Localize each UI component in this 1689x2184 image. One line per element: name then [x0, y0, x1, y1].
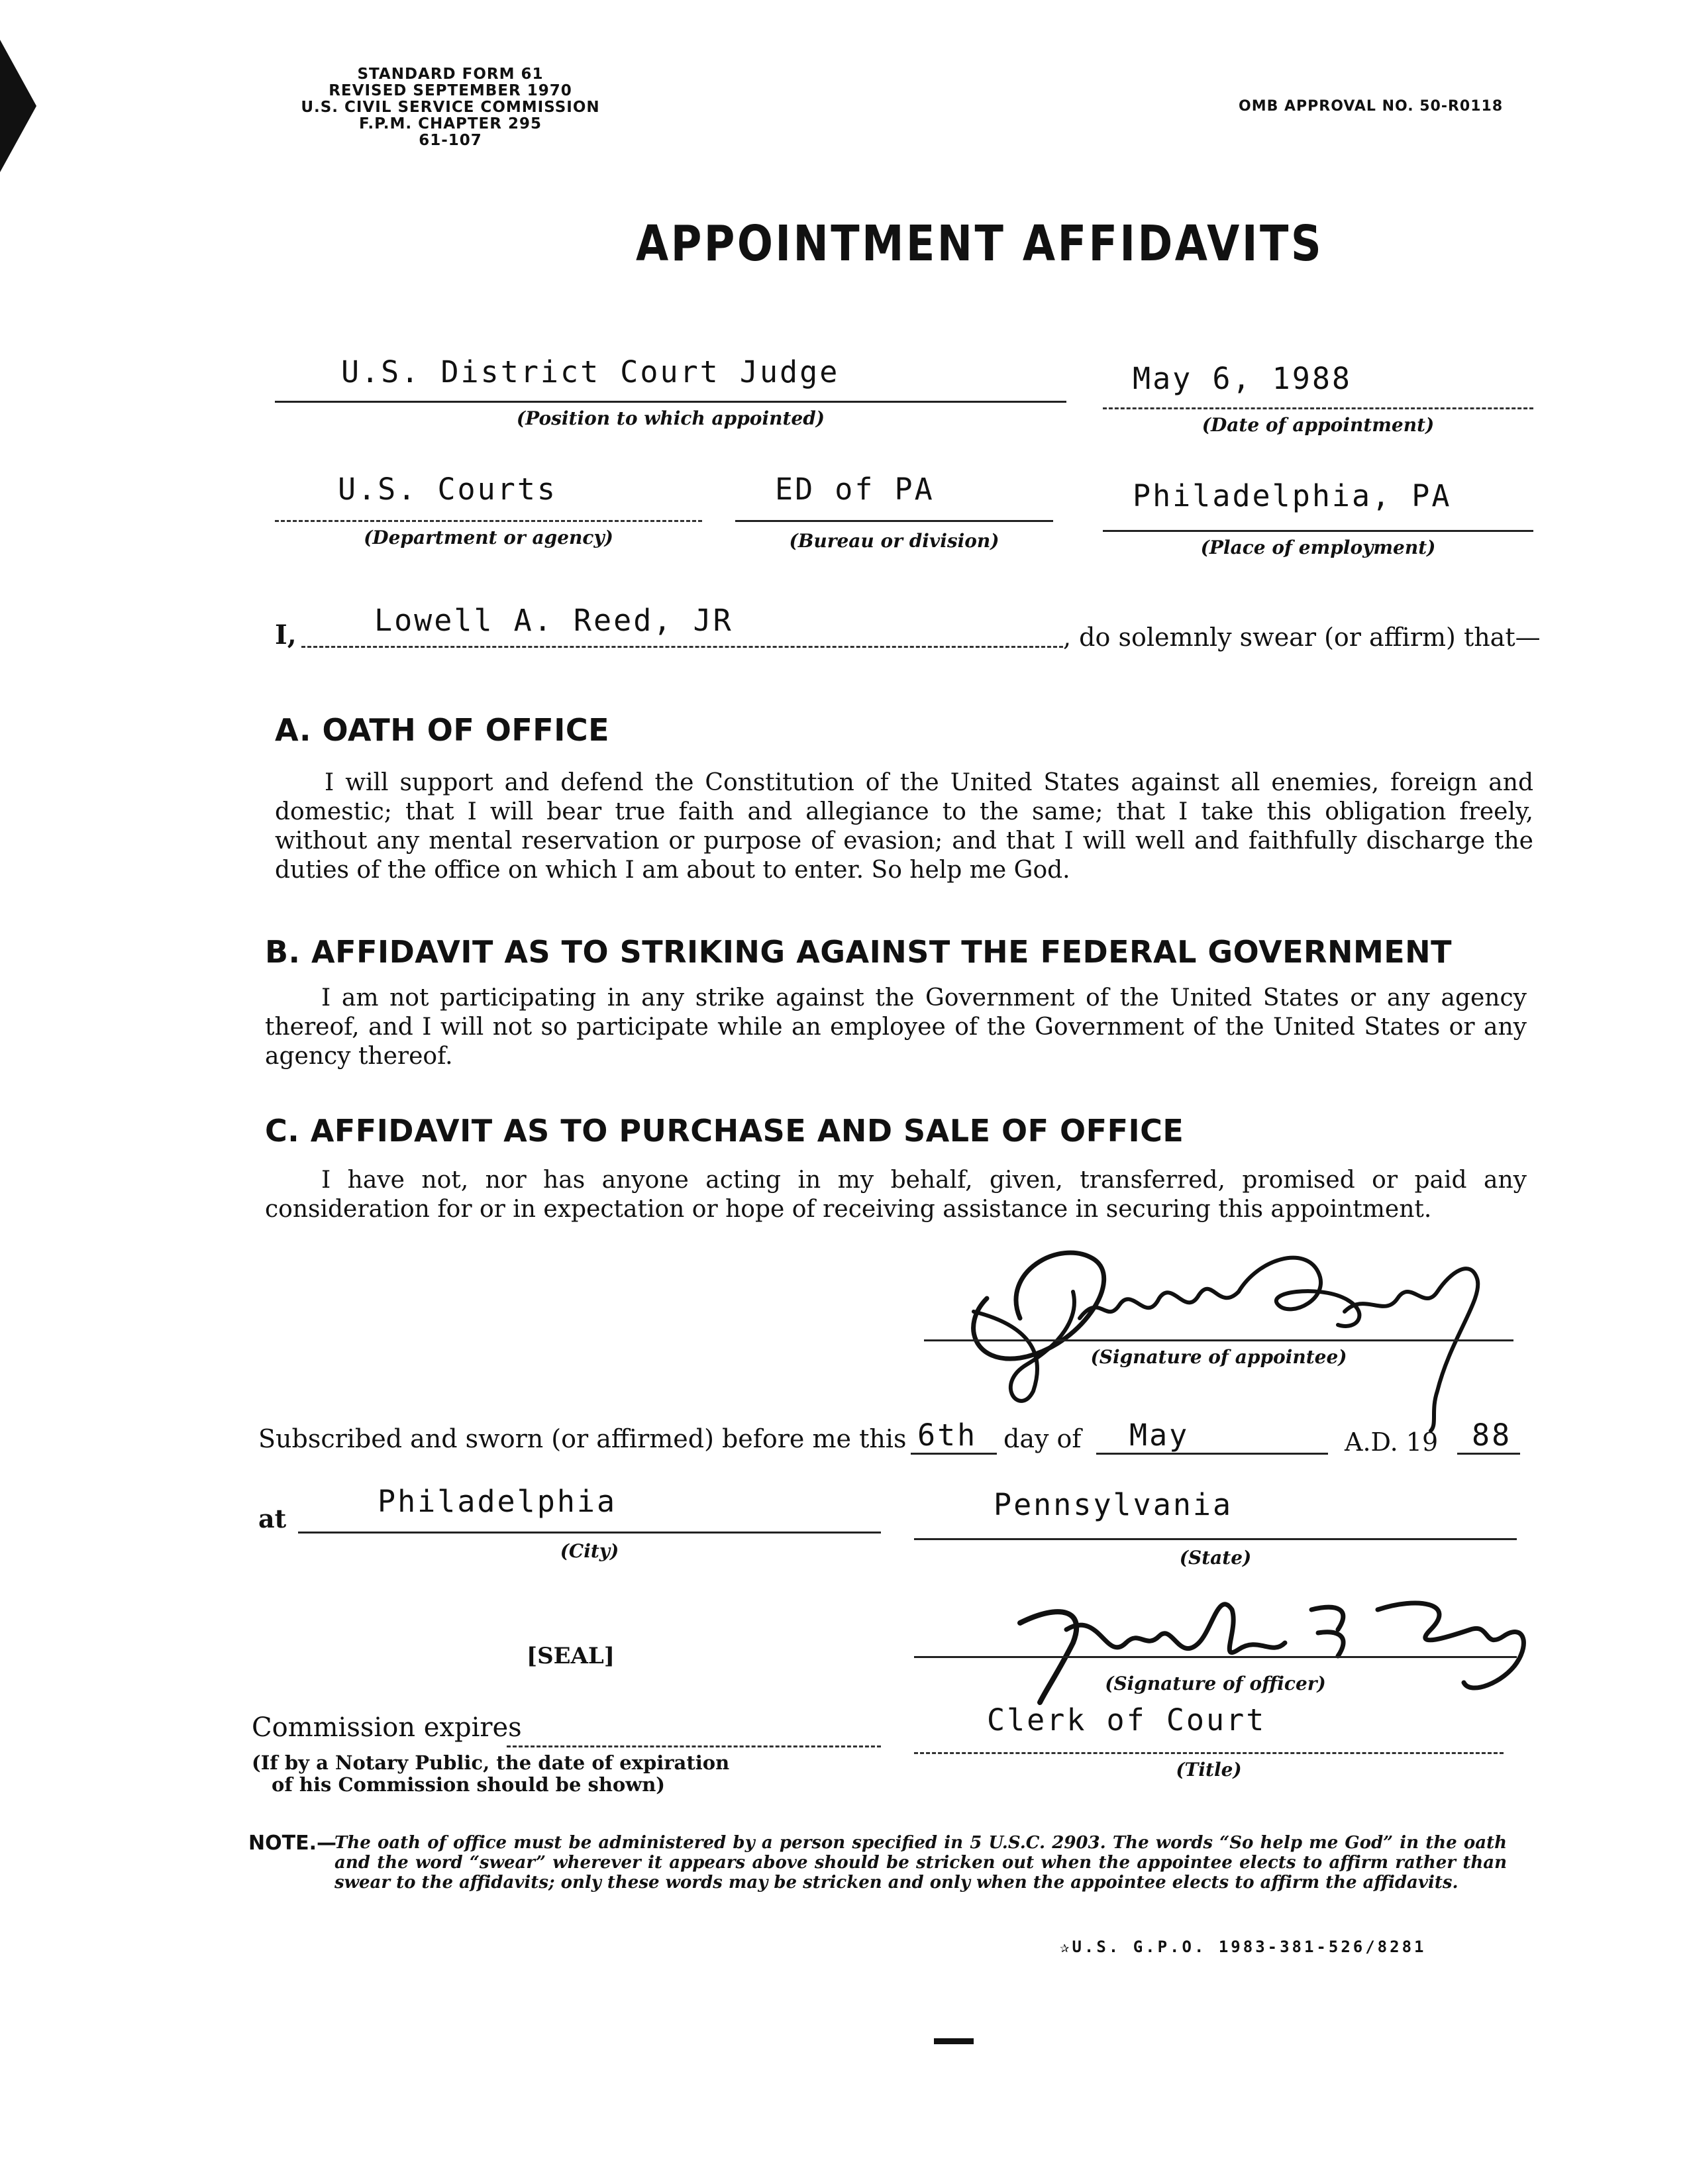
footer-dash — [934, 2038, 974, 2044]
appointee-name-field[interactable]: Lowell A. Reed, JR — [374, 603, 733, 638]
date-caption: (Date of appointment) — [1202, 414, 1435, 436]
swear-suffix: , do solemnly swear (or affirm) that— — [1063, 623, 1541, 652]
note-text: The oath of office must be administered by a person specified in 5 U.S.C. 2903. The words “So help me God” in the oath and the word “swear” wherever it appears above should be stricken out when the appointee elects to affirm rather than swear to the affidavits; only these words may be stricken and only when the appointee elects to affirm the affidavits. — [334, 1833, 1507, 1893]
appointee-signature-line — [924, 1339, 1513, 1341]
officer-title-caption: (Title) — [1176, 1759, 1242, 1781]
sworn-month-field[interactable]: May — [1129, 1418, 1190, 1453]
position-line — [275, 401, 1066, 403]
commission-label: Commission expires — [252, 1712, 522, 1743]
bureau-field[interactable]: ED of PA — [775, 472, 935, 507]
seal-label: [SEAL] — [527, 1643, 615, 1669]
place-field[interactable]: Philadelphia, PA — [1133, 478, 1452, 513]
omb-approval: OMB APPROVAL NO. 50-R0118 — [1239, 98, 1504, 115]
appointee-name-line — [301, 646, 1063, 648]
officer-signature-caption: (Signature of officer) — [1105, 1673, 1326, 1694]
date-field[interactable]: May 6, 1988 — [1133, 361, 1353, 396]
sworn-year-line — [1457, 1453, 1520, 1455]
at-label: at — [258, 1504, 287, 1534]
section-b-text: I am not participating in any strike against the Government of the United States or any agency thereof, and I will not so participate while an employee of the Government of the United States or any agency thereof. — [265, 984, 1527, 1070]
commission-note — [252, 1752, 729, 1796]
department-line — [275, 520, 702, 522]
page-title: APPOINTMENT AFFIDAVITS — [636, 215, 1324, 272]
note-label: NOTE.— — [248, 1832, 336, 1855]
commission-expires-line[interactable] — [507, 1745, 881, 1747]
state-line — [914, 1538, 1517, 1540]
sworn-day-line — [911, 1453, 997, 1455]
department-caption: (Department or agency) — [364, 527, 613, 548]
corner-mark — [0, 40, 36, 172]
city-field[interactable]: Philadelphia — [378, 1484, 617, 1519]
sworn-day-of: day of — [1003, 1424, 1082, 1453]
city-caption: (City) — [560, 1540, 619, 1562]
section-a-heading: A. OATH OF OFFICE — [275, 712, 610, 748]
sworn-prefix: Subscribed and sworn (or affirmed) before me this — [258, 1424, 907, 1453]
department-field[interactable]: U.S. Courts — [338, 472, 558, 507]
officer-signature-line — [914, 1656, 1517, 1658]
officer-title-field[interactable]: Clerk of Court — [987, 1702, 1266, 1738]
commission-note-line-1: (If by a Notary Public, the date of expiration — [252, 1751, 730, 1774]
section-c-heading: C. AFFIDAVIT AS TO PURCHASE AND SALE OF OFFICE — [265, 1113, 1184, 1149]
form-number: STANDARD FORM 61 — [357, 66, 544, 83]
form-code: 61-107 — [419, 132, 482, 149]
state-caption: (State) — [1179, 1547, 1252, 1569]
sworn-year-field[interactable]: 88 — [1472, 1418, 1512, 1453]
position-field[interactable]: U.S. District Court Judge — [341, 354, 840, 390]
appointee-signature-caption: (Signature of appointee) — [1090, 1346, 1347, 1368]
commission-note-line-2: of his Commission should be shown) — [272, 1773, 666, 1796]
state-field[interactable]: Pennsylvania — [994, 1487, 1233, 1522]
date-line — [1103, 407, 1533, 409]
city-line — [298, 1532, 881, 1534]
sworn-day-field[interactable]: 6th — [917, 1418, 978, 1453]
section-b-heading: B. AFFIDAVIT AS TO STRIKING AGAINST THE FEDERAL GOVERNMENT — [265, 934, 1453, 970]
place-line — [1103, 530, 1533, 532]
sworn-month-line — [1096, 1453, 1328, 1455]
bureau-caption: (Bureau or division) — [789, 530, 999, 552]
place-caption: (Place of employment) — [1200, 537, 1436, 558]
gpo-imprint: ✰U.S. G.P.O. 1983-381-526/8281 — [1060, 1938, 1427, 1956]
officer-title-line — [914, 1752, 1504, 1754]
section-c-text: I have not, nor has anyone acting in my behalf, given, transferred, promised or paid any consideration for or in expectation or hope of receiving assistance in securing this appointment. — [265, 1167, 1527, 1223]
form-agency: U.S. CIVIL SERVICE COMMISSION — [301, 99, 600, 116]
form-identifier — [265, 66, 636, 149]
swear-prefix: I, — [275, 619, 297, 650]
form-chapter: F.P.M. CHAPTER 295 — [359, 115, 542, 132]
sworn-ad: A.D. 19 — [1345, 1428, 1439, 1457]
footer-note — [248, 1832, 1507, 1893]
position-caption: (Position to which appointed) — [516, 407, 825, 429]
form-revision: REVISED SEPTEMBER 1970 — [329, 82, 572, 99]
bureau-line — [735, 520, 1053, 522]
section-a-text: I will support and defend the Constitution of the United States against all enemies, foreign and domestic; that I will bear true faith and allegiance to the same; that I take this obligation freely, without any mental reservation or purpose of evasion; and that I will well and faithfully discharge the duties of the office on which I am about to enter. So help me God. — [275, 769, 1533, 884]
appointee-signature — [947, 1219, 1510, 1437]
